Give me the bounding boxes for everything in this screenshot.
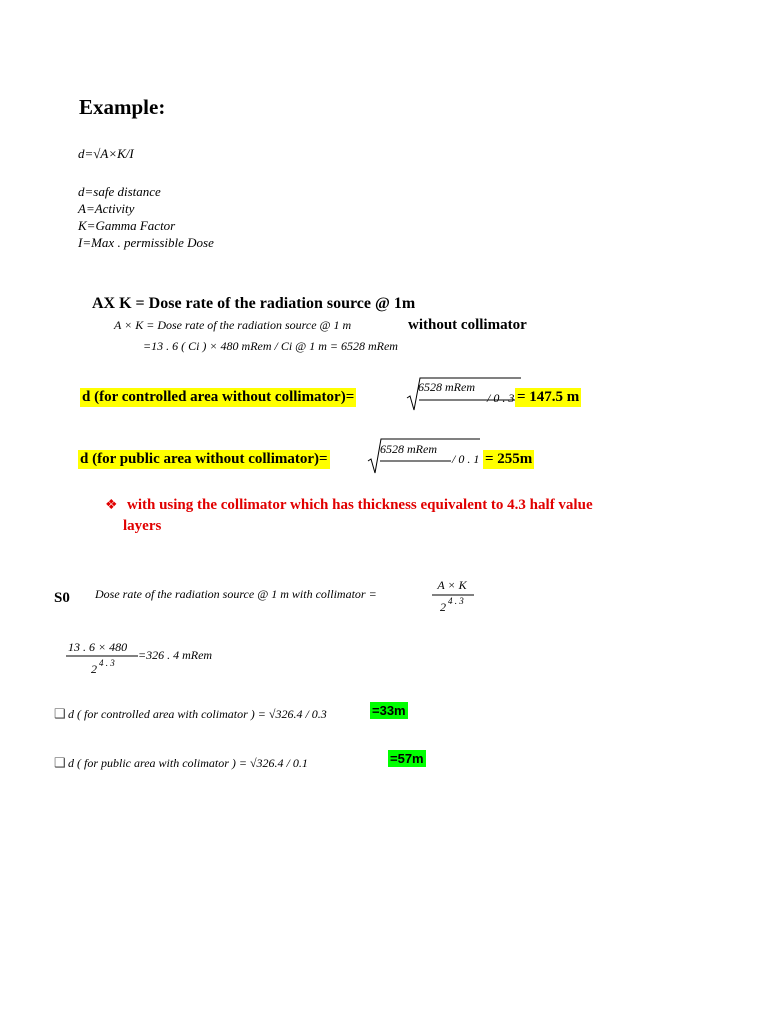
- calc-fraction-bar: [66, 655, 138, 657]
- controlled-area-label: d (for controlled area without collimator)=: [82, 389, 355, 405]
- checkbox-icon: ❑: [54, 706, 66, 721]
- calc-denominator-base: 2: [91, 662, 97, 676]
- public-area-label: d (for public area without collimator)=: [80, 451, 328, 467]
- public-area-denominator: / 0 . 1: [452, 452, 480, 466]
- controlled-collimator-result: =33m: [372, 703, 406, 718]
- diamond-bullet-icon: ❖: [105, 498, 118, 513]
- public-area-result: = 255m: [485, 451, 533, 467]
- controlled-area-denominator: / 0 . 3: [487, 391, 515, 405]
- page-heading: Example:: [79, 95, 166, 119]
- axk-heading: AX K = Dose rate of the radiation source @ 1m: [92, 295, 416, 312]
- public-area-numerator: 6528 mRem: [380, 442, 437, 456]
- calc-numerator: 13 . 6 × 480: [68, 640, 128, 654]
- definition-i: I=Max . permissible Dose: [78, 235, 214, 250]
- axk-calculation: =13 . 6 ( Ci ) × 480 mRem / Ci @ 1 m = 6528 mRem: [143, 339, 398, 353]
- public-collimator-result: =57m: [390, 751, 424, 766]
- public-collimator-formula: d ( for public area with colimator ) = √326.4 / 0.1: [68, 756, 308, 770]
- checkbox-icon: ❑: [54, 755, 66, 770]
- definition-a: A=Activity: [78, 201, 135, 216]
- controlled-area-numerator: 6528 mRem: [418, 380, 475, 394]
- collimator-numerator: A × K: [437, 578, 467, 592]
- collimator-note-line2: layers: [123, 518, 162, 534]
- axk-formula: A × K = Dose rate of the radiation source @ 1 m: [114, 318, 352, 332]
- definition-k: K=Gamma Factor: [78, 218, 176, 233]
- controlled-collimator-formula: d ( for controlled area with colimator ) = √326.4 / 0.3: [68, 707, 327, 721]
- controlled-area-result: = 147.5 m: [517, 389, 580, 405]
- collimator-dose-formula: Dose rate of the radiation source @ 1 m with collimator =: [95, 587, 377, 601]
- collimator-denominator-exponent: 4 . 3: [448, 596, 464, 606]
- collimator-denominator-base: 2: [440, 600, 446, 614]
- main-formula: d=√A×K/I: [78, 146, 134, 161]
- calc-denominator-exponent: 4 . 3: [99, 658, 115, 668]
- axk-suffix: without collimator: [408, 317, 527, 333]
- so-label: S0: [54, 590, 70, 606]
- collimator-note-line1: with using the collimator which has thickness equivalent to 4.3 half value: [127, 497, 593, 513]
- calc-result: =326 . 4 mRem: [138, 648, 213, 662]
- definition-d: d=safe distance: [78, 184, 161, 199]
